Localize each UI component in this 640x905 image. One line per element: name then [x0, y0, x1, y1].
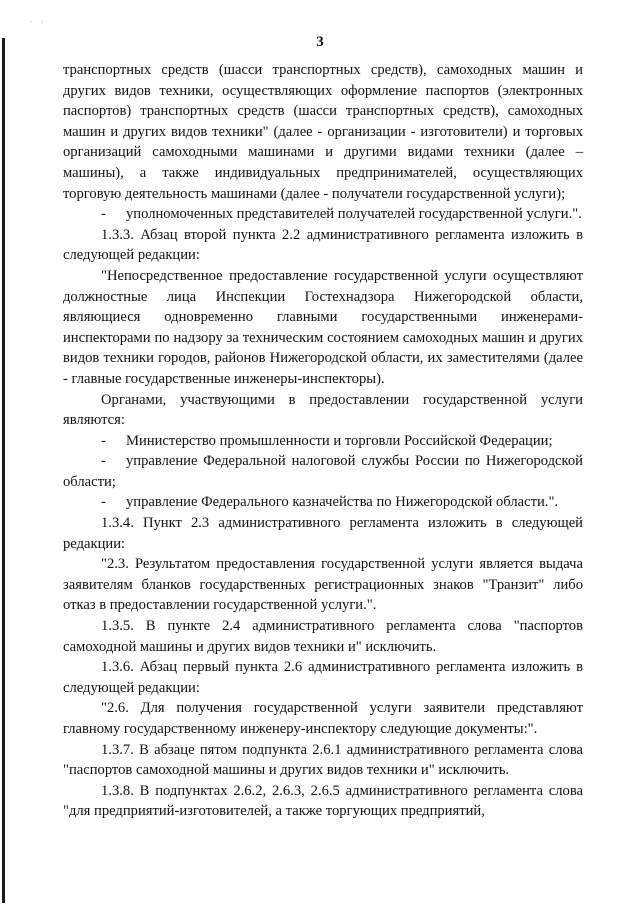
document-body [63, 60, 583, 822]
paragraph-4: "Непосредственное предоставление государственной услуги осуществляют должностные лица Инспекции Гостехнадзора Нижегородской области, являющиеся одновременно главными государственными инженерами-инспекторами по надзору за техническим состоянием самоходных машин и других видов техники городов, районов Нижегородской области, их заместителями (далее - главные государственные инженеры-инспекторы). [63, 267, 583, 387]
scan-margin-line [2, 38, 5, 903]
paragraph-13: "2.6. Для получения государственной услуги заявители представляют главному государственному инженеру-инспектору следующие документы:". [63, 700, 583, 737]
paragraph-2-dash-item [63, 204, 583, 225]
paragraph-14: 1.3.7. В абзаце пятом подпункта 2.6.1 административного регламента слова "паспортов самоходной машины и других видов техники и" исключить. [63, 741, 583, 779]
paragraph-8-dash-item [63, 492, 583, 513]
dash-marker: - [101, 494, 106, 511]
paragraph-15: 1.3.8. В подпунктах 2.6.2, 2.6.3, 2.6.5 административного регламента слова "для предприятий-изготовителей, а также торгующих предприятий, [63, 782, 583, 820]
dash-item-text: управление Федерального казначейства по Нижегородской области.". [126, 494, 559, 511]
scan-specks: · · [30, 18, 44, 27]
paragraph-6-dash-item [63, 431, 583, 452]
paragraph-3: 1.3.3. Абзац второй пункта 2.2 административного регламента изложить в следующей редакции: [63, 226, 583, 264]
paragraph-7-dash-item [63, 451, 583, 492]
page-number: 3 [316, 34, 324, 50]
dash-marker: - [101, 453, 106, 470]
dash-marker: - [101, 206, 106, 223]
paragraph-9: 1.3.4. Пункт 2.3 административного регламента изложить в следующей редакции: [63, 515, 583, 552]
dash-item-text: уполномоченных представителей получателей государственной услуги.". [126, 206, 582, 223]
dash-item-text: Министерство промышленности и торговли Российской Федерации; [126, 432, 553, 449]
paragraph-1: транспортных средств (шасси транспортных средств), самоходных машин и других видов техники, осуществляющих оформление паспортов (электронных паспортов) транспортных средств (шасси транспортных средств), самоходных машин и других видов техники" (далее - организации - изготовители) и торговых организаций самоходными машинами и другими видами техники (далее – машины), а также индивидуальных предпринимателей, осуществляющих торговую деятельность машинами (далее - получатели государственной услуги); [63, 62, 583, 202]
paragraph-11: 1.3.5. В пункте 2.4 административного регламента слова "паспортов самоходной машины и других видов техники и" исключить. [63, 618, 583, 655]
paragraph-12: 1.3.6. Абзац первый пункта 2.6 административного регламента изложить в следующей редакции: [63, 659, 583, 696]
paragraph-5: Органами, участвующими в предоставлении государственной услуги являются: [63, 391, 583, 429]
paragraph-10: "2.3. Результатом предоставления государственной услуги является выдача заявителям бланков государственных регистрационных знаков "Транзит" либо отказ в предоставлении государственной услуги.". [63, 556, 583, 614]
dash-item-text: управление Федеральной налоговой службы России по Нижегородской области; [63, 453, 583, 490]
dash-marker: - [101, 432, 106, 449]
